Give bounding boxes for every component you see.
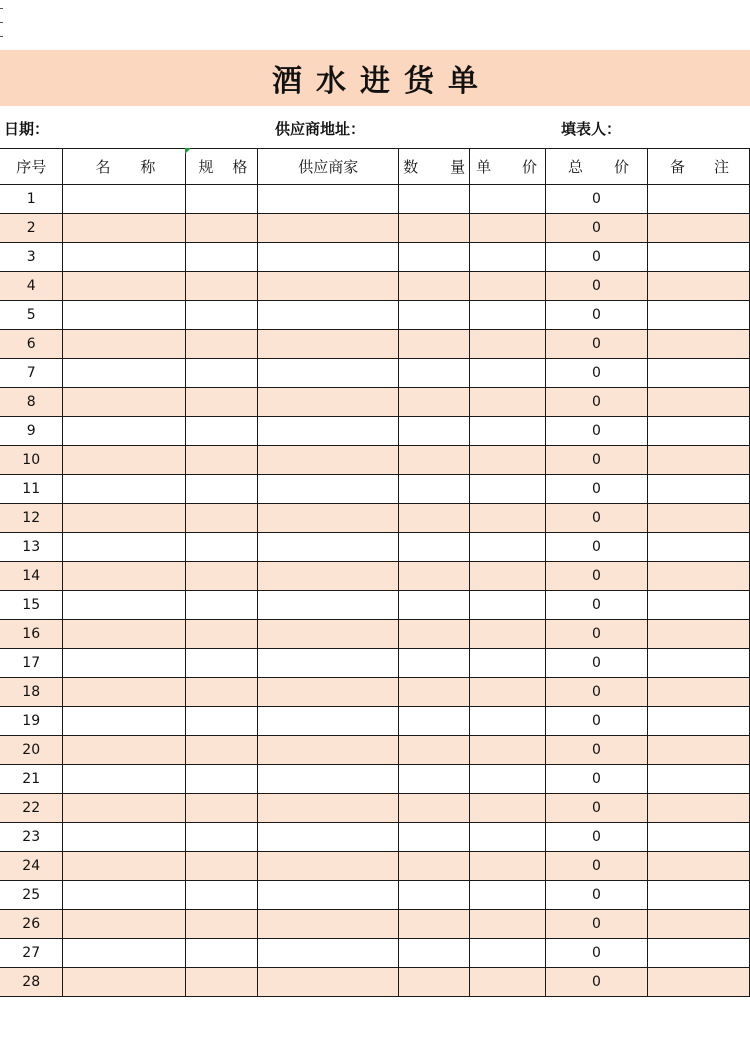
cell-total[interactable]: 0 <box>546 272 648 301</box>
cell-unit-price[interactable] <box>470 301 546 330</box>
cell-total[interactable]: 0 <box>546 910 648 939</box>
cell-total[interactable]: 0 <box>546 533 648 562</box>
cell-spec[interactable] <box>186 765 258 794</box>
cell-name[interactable] <box>63 359 186 388</box>
cell-qty[interactable] <box>399 388 470 417</box>
cell-total[interactable]: 0 <box>546 765 648 794</box>
cell-name[interactable] <box>63 562 186 591</box>
cell-supplier[interactable] <box>258 794 399 823</box>
table-row <box>0 359 750 388</box>
cell-supplier[interactable] <box>258 968 399 997</box>
cell-name[interactable] <box>63 678 186 707</box>
cell-supplier[interactable] <box>258 939 399 968</box>
cell-qty[interactable] <box>399 446 470 475</box>
cell-remark[interactable] <box>647 214 749 243</box>
cell-supplier[interactable] <box>258 185 399 214</box>
cell-name[interactable] <box>63 330 186 359</box>
cell-index[interactable]: 23 <box>0 823 63 852</box>
cell-index[interactable]: 5 <box>0 301 63 330</box>
cell-unit-price[interactable] <box>470 823 546 852</box>
cell-supplier[interactable] <box>258 649 399 678</box>
cell-total[interactable]: 0 <box>546 649 648 678</box>
cell-unit-price[interactable] <box>470 243 546 272</box>
cell-index[interactable]: 12 <box>0 504 63 533</box>
cell-supplier[interactable] <box>258 359 399 388</box>
cell-supplier[interactable] <box>258 881 399 910</box>
cell-index[interactable]: 28 <box>0 968 63 997</box>
table-row <box>0 562 750 591</box>
cell-index[interactable]: 6 <box>0 330 63 359</box>
cell-index[interactable]: 1 <box>0 185 63 214</box>
cell-supplier[interactable] <box>258 910 399 939</box>
cell-spec[interactable] <box>186 272 258 301</box>
cell-remark[interactable] <box>647 736 749 765</box>
cell-unit-price[interactable] <box>470 736 546 765</box>
cell-name[interactable] <box>63 620 186 649</box>
cell-supplier[interactable] <box>258 678 399 707</box>
cell-unit-price[interactable] <box>470 330 546 359</box>
cell-total[interactable]: 0 <box>546 446 648 475</box>
cell-total[interactable]: 0 <box>546 736 648 765</box>
cell-qty[interactable] <box>399 185 470 214</box>
cell-remark[interactable] <box>647 272 749 301</box>
cell-spec[interactable] <box>186 910 258 939</box>
cell-remark[interactable] <box>647 417 749 446</box>
cell-index[interactable]: 13 <box>0 533 63 562</box>
cell-name[interactable] <box>63 272 186 301</box>
cell-name[interactable] <box>63 185 186 214</box>
cell-remark[interactable] <box>647 939 749 968</box>
cell-supplier[interactable] <box>258 533 399 562</box>
cell-supplier[interactable] <box>258 736 399 765</box>
cell-qty[interactable] <box>399 707 470 736</box>
table-row <box>0 620 750 649</box>
table-row <box>0 272 750 301</box>
cell-total[interactable]: 0 <box>546 562 648 591</box>
cell-unit-price[interactable] <box>470 359 546 388</box>
cell-qty[interactable] <box>399 330 470 359</box>
cell-supplier[interactable] <box>258 823 399 852</box>
cell-spec[interactable] <box>186 939 258 968</box>
title-band <box>0 50 750 106</box>
cell-name[interactable] <box>63 939 186 968</box>
cell-qty[interactable] <box>399 881 470 910</box>
table-row <box>0 185 750 214</box>
purchase-table <box>0 148 750 997</box>
cell-total[interactable]: 0 <box>546 881 648 910</box>
filler-label: 填表人： <box>561 120 622 138</box>
cell-qty[interactable] <box>399 852 470 881</box>
cell-total[interactable]: 0 <box>546 243 648 272</box>
cell-remark[interactable] <box>647 707 749 736</box>
info-row <box>0 106 750 148</box>
cell-remark[interactable] <box>647 823 749 852</box>
cell-index[interactable]: 26 <box>0 910 63 939</box>
cell-name[interactable] <box>63 707 186 736</box>
cell-name[interactable] <box>63 852 186 881</box>
header-unit-price[interactable]: 单 价 <box>470 149 546 185</box>
cell-name[interactable] <box>63 504 186 533</box>
cell-unit-price[interactable] <box>470 533 546 562</box>
cell-total[interactable]: 0 <box>546 301 648 330</box>
cell-supplier[interactable] <box>258 417 399 446</box>
table-row <box>0 475 750 504</box>
cell-remark[interactable] <box>647 562 749 591</box>
cell-total[interactable]: 0 <box>546 185 648 214</box>
cell-spec[interactable] <box>186 388 258 417</box>
cell-unit-price[interactable] <box>470 620 546 649</box>
cell-index[interactable]: 14 <box>0 562 63 591</box>
cell-index[interactable]: 8 <box>0 388 63 417</box>
cell-index[interactable]: 27 <box>0 939 63 968</box>
cell-index[interactable]: 22 <box>0 794 63 823</box>
cell-spec[interactable] <box>186 243 258 272</box>
cell-total[interactable]: 0 <box>546 939 648 968</box>
cell-supplier[interactable] <box>258 707 399 736</box>
cell-supplier[interactable] <box>258 446 399 475</box>
cell-name[interactable] <box>63 533 186 562</box>
cell-spec[interactable] <box>186 852 258 881</box>
cell-qty[interactable] <box>399 301 470 330</box>
cell-supplier[interactable] <box>258 765 399 794</box>
cell-spec[interactable] <box>186 185 258 214</box>
table-row <box>0 330 750 359</box>
cell-name[interactable] <box>63 794 186 823</box>
cell-index[interactable]: 4 <box>0 272 63 301</box>
cell-total[interactable]: 0 <box>546 417 648 446</box>
cell-qty[interactable] <box>399 214 470 243</box>
cell-remark[interactable] <box>647 388 749 417</box>
cell-total[interactable]: 0 <box>546 620 648 649</box>
cell-unit-price[interactable] <box>470 968 546 997</box>
cell-remark[interactable] <box>647 620 749 649</box>
cell-qty[interactable] <box>399 939 470 968</box>
cell-total[interactable]: 0 <box>546 852 648 881</box>
cell-spec[interactable] <box>186 214 258 243</box>
header-row <box>0 149 750 185</box>
cell-qty[interactable] <box>399 417 470 446</box>
table-row <box>0 823 750 852</box>
cell-remark[interactable] <box>647 504 749 533</box>
cell-qty[interactable] <box>399 533 470 562</box>
cell-spec[interactable] <box>186 533 258 562</box>
cell-unit-price[interactable] <box>470 388 546 417</box>
cell-remark[interactable] <box>647 968 749 997</box>
header-supplier[interactable]: 供应商家 <box>258 149 399 185</box>
cell-index[interactable]: 25 <box>0 881 63 910</box>
cell-index[interactable]: 16 <box>0 620 63 649</box>
cell-spec[interactable] <box>186 649 258 678</box>
cell-name[interactable] <box>63 214 186 243</box>
header-total[interactable]: 总 价 <box>546 149 648 185</box>
header-remark[interactable]: 备 注 <box>647 149 749 185</box>
cell-qty[interactable] <box>399 272 470 301</box>
cell-remark[interactable] <box>647 765 749 794</box>
cell-index[interactable]: 19 <box>0 707 63 736</box>
table-row <box>0 214 750 243</box>
cell-name[interactable] <box>63 301 186 330</box>
cell-qty[interactable] <box>399 359 470 388</box>
table-row <box>0 736 750 765</box>
table-row <box>0 649 750 678</box>
table-row <box>0 678 750 707</box>
cell-spec[interactable] <box>186 591 258 620</box>
cell-spec[interactable] <box>186 707 258 736</box>
cell-supplier[interactable] <box>258 301 399 330</box>
cell-supplier[interactable] <box>258 388 399 417</box>
cell-unit-price[interactable] <box>470 765 546 794</box>
cell-total[interactable]: 0 <box>546 330 648 359</box>
cell-unit-price[interactable] <box>470 185 546 214</box>
cell-unit-price[interactable] <box>470 881 546 910</box>
cell-name[interactable] <box>63 736 186 765</box>
cell-index[interactable]: 21 <box>0 765 63 794</box>
cell-remark[interactable] <box>647 446 749 475</box>
cell-remark[interactable] <box>647 910 749 939</box>
cell-total[interactable]: 0 <box>546 475 648 504</box>
cell-supplier[interactable] <box>258 504 399 533</box>
cell-spec[interactable] <box>186 562 258 591</box>
cell-spec[interactable] <box>186 794 258 823</box>
cell-remark[interactable] <box>647 649 749 678</box>
table-row <box>0 243 750 272</box>
cell-name[interactable] <box>63 388 186 417</box>
table-row <box>0 707 750 736</box>
cell-unit-price[interactable] <box>470 939 546 968</box>
cell-index[interactable]: 11 <box>0 475 63 504</box>
table-row <box>0 446 750 475</box>
cell-unit-price[interactable] <box>470 214 546 243</box>
cell-index[interactable]: 3 <box>0 243 63 272</box>
cell-remark[interactable] <box>647 359 749 388</box>
cell-qty[interactable] <box>399 620 470 649</box>
cell-qty[interactable] <box>399 678 470 707</box>
cell-unit-price[interactable] <box>470 649 546 678</box>
cell-index[interactable]: 18 <box>0 678 63 707</box>
cell-spec[interactable] <box>186 736 258 765</box>
cell-total[interactable]: 0 <box>546 388 648 417</box>
cell-unit-price[interactable] <box>470 504 546 533</box>
cell-remark[interactable] <box>647 330 749 359</box>
table-row <box>0 388 750 417</box>
cell-spec[interactable] <box>186 330 258 359</box>
cell-name[interactable] <box>63 243 186 272</box>
address-label: 供应商地址： <box>275 120 366 138</box>
cell-name[interactable] <box>63 968 186 997</box>
cell-spec[interactable] <box>186 504 258 533</box>
cell-qty[interactable] <box>399 736 470 765</box>
cell-name[interactable] <box>63 417 186 446</box>
header-name[interactable]: 名 称 <box>63 149 186 185</box>
cell-supplier[interactable] <box>258 591 399 620</box>
table-row <box>0 533 750 562</box>
cell-name[interactable] <box>63 591 186 620</box>
cell-unit-price[interactable] <box>470 417 546 446</box>
cell-unit-price[interactable] <box>470 562 546 591</box>
table-row <box>0 591 750 620</box>
cell-qty[interactable] <box>399 591 470 620</box>
cell-total[interactable]: 0 <box>546 678 648 707</box>
cell-supplier[interactable] <box>258 214 399 243</box>
cell-total[interactable]: 0 <box>546 823 648 852</box>
cell-marker <box>185 148 191 154</box>
cell-spec[interactable] <box>186 620 258 649</box>
cell-unit-price[interactable] <box>470 707 546 736</box>
cell-qty[interactable] <box>399 475 470 504</box>
table-row <box>0 939 750 968</box>
cell-name[interactable] <box>63 823 186 852</box>
cell-spec[interactable] <box>186 359 258 388</box>
cell-spec[interactable] <box>186 301 258 330</box>
cell-qty[interactable] <box>399 243 470 272</box>
table-row <box>0 794 750 823</box>
cell-spec[interactable] <box>186 417 258 446</box>
cell-index[interactable]: 24 <box>0 852 63 881</box>
cell-total[interactable]: 0 <box>546 591 648 620</box>
cell-total[interactable]: 0 <box>546 968 648 997</box>
cell-remark[interactable] <box>647 533 749 562</box>
cell-unit-price[interactable] <box>470 591 546 620</box>
cell-unit-price[interactable] <box>470 794 546 823</box>
cell-remark[interactable] <box>647 475 749 504</box>
cell-spec[interactable] <box>186 678 258 707</box>
cell-remark[interactable] <box>647 852 749 881</box>
cell-qty[interactable] <box>399 794 470 823</box>
cell-remark[interactable] <box>647 591 749 620</box>
cell-spec[interactable] <box>186 968 258 997</box>
cell-name[interactable] <box>63 475 186 504</box>
cell-remark[interactable] <box>647 185 749 214</box>
cell-unit-price[interactable] <box>470 475 546 504</box>
cell-supplier[interactable] <box>258 562 399 591</box>
cell-spec[interactable] <box>186 823 258 852</box>
cell-qty[interactable] <box>399 504 470 533</box>
cell-qty[interactable] <box>399 968 470 997</box>
cell-name[interactable] <box>63 765 186 794</box>
cell-name[interactable] <box>63 446 186 475</box>
header-qty[interactable]: 数 量 <box>399 149 470 185</box>
cell-spec[interactable] <box>186 446 258 475</box>
cell-supplier[interactable] <box>258 475 399 504</box>
cell-qty[interactable] <box>399 562 470 591</box>
table-row <box>0 417 750 446</box>
cell-total[interactable]: 0 <box>546 707 648 736</box>
cell-total[interactable]: 0 <box>546 504 648 533</box>
cell-qty[interactable] <box>399 765 470 794</box>
table-row <box>0 968 750 997</box>
cell-supplier[interactable] <box>258 852 399 881</box>
cell-index[interactable]: 9 <box>0 417 63 446</box>
cell-index[interactable]: 20 <box>0 736 63 765</box>
table-row <box>0 852 750 881</box>
cell-supplier[interactable] <box>258 620 399 649</box>
cell-spec[interactable] <box>186 881 258 910</box>
cell-unit-price[interactable] <box>470 446 546 475</box>
cell-remark[interactable] <box>647 678 749 707</box>
cell-unit-price[interactable] <box>470 678 546 707</box>
page-title: 酒水进货单 <box>272 64 492 99</box>
cell-remark[interactable] <box>647 794 749 823</box>
cell-name[interactable] <box>63 910 186 939</box>
cell-name[interactable] <box>63 649 186 678</box>
cell-unit-price[interactable] <box>470 852 546 881</box>
cell-index[interactable]: 2 <box>0 214 63 243</box>
cell-qty[interactable] <box>399 823 470 852</box>
cell-remark[interactable] <box>647 301 749 330</box>
date-label: 日期： <box>4 120 50 138</box>
cell-index[interactable]: 10 <box>0 446 63 475</box>
table-row <box>0 301 750 330</box>
cell-supplier[interactable] <box>258 272 399 301</box>
cell-total[interactable]: 0 <box>546 214 648 243</box>
cell-supplier[interactable] <box>258 243 399 272</box>
cell-index[interactable]: 15 <box>0 591 63 620</box>
cell-name[interactable] <box>63 881 186 910</box>
table-row <box>0 881 750 910</box>
cell-total[interactable]: 0 <box>546 794 648 823</box>
table-row <box>0 504 750 533</box>
cell-index[interactable]: 17 <box>0 649 63 678</box>
cell-unit-price[interactable] <box>470 272 546 301</box>
header-index[interactable]: 序号 <box>0 149 63 185</box>
cell-unit-price[interactable] <box>470 910 546 939</box>
cell-qty[interactable] <box>399 649 470 678</box>
cell-qty[interactable] <box>399 910 470 939</box>
table-row <box>0 765 750 794</box>
cell-spec[interactable] <box>186 475 258 504</box>
cell-remark[interactable] <box>647 881 749 910</box>
cell-index[interactable]: 7 <box>0 359 63 388</box>
cell-total[interactable]: 0 <box>546 359 648 388</box>
table-row <box>0 910 750 939</box>
cell-supplier[interactable] <box>258 330 399 359</box>
cell-remark[interactable] <box>647 243 749 272</box>
header-spec[interactable]: 规 格 <box>186 149 258 185</box>
